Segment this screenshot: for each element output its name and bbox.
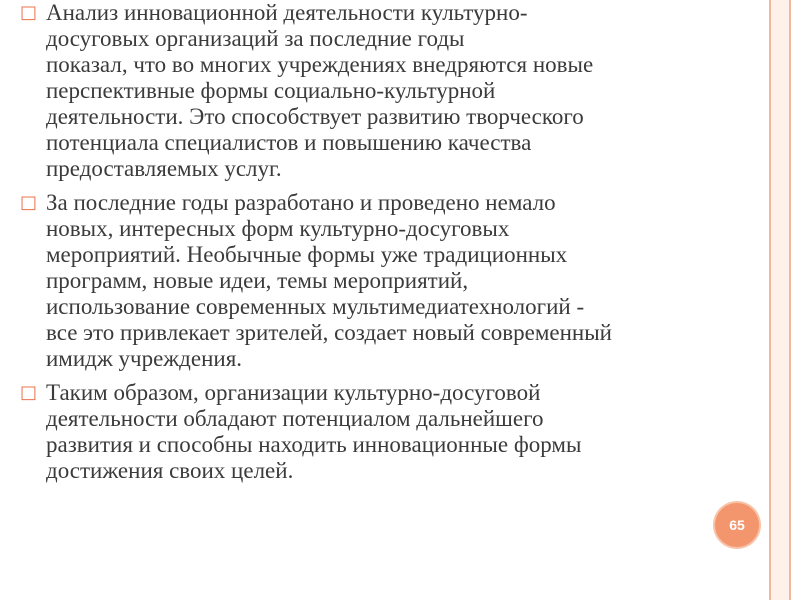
paragraph-3 — [20, 380, 765, 484]
text-line: мероприятий. Необычные формы уже традиционных — [46, 242, 568, 267]
right-border-band — [769, 0, 791, 600]
text-line: потенциала специалистов и повышению качества — [46, 130, 532, 155]
text-line: достижения своих целей. — [46, 458, 294, 483]
text-line: имидж учреждения. — [46, 346, 243, 371]
square-bullet-icon: □ — [20, 382, 38, 403]
text-line: перспективные формы социально-культурной — [46, 78, 496, 103]
right-border-line-inner — [769, 0, 771, 600]
text-line: деятельности. Это способствует развитию творческого — [46, 104, 584, 129]
paragraph-1 — [20, 0, 765, 182]
text-line: использование современных мультимедиатехнологий - — [46, 294, 585, 319]
text-line: Анализ инновационной деятельности культурно- — [46, 0, 528, 25]
text-line: показал, что во многих учреждениях внедряются новые — [46, 52, 594, 77]
text-line: программ, новые идеи, темы мероприятий, — [46, 268, 469, 293]
text-line: все это привлекает зрителей, создает новый современный — [46, 320, 612, 345]
slide-content — [20, 0, 765, 492]
square-bullet-icon: □ — [20, 2, 38, 23]
paragraph-2 — [20, 190, 765, 372]
text-line: предоставляемых услуг. — [46, 156, 282, 181]
text-line: развития и способны находить инновационные формы — [46, 432, 582, 457]
text-line: досуговых организаций за последние годы — [46, 26, 465, 51]
square-bullet-icon: □ — [20, 192, 38, 213]
text-line: деятельности обладают потенциалом дальнейшего — [46, 406, 544, 431]
text-line: новых, интересных форм культурно-досуговых — [46, 216, 510, 241]
text-line: За последние годы разработано и проведено немало — [46, 190, 556, 215]
page-number-badge: 65 — [715, 503, 759, 547]
text-line: Таким образом, организации культурно-досуговой — [46, 380, 541, 405]
right-border-line-outer — [789, 0, 791, 600]
